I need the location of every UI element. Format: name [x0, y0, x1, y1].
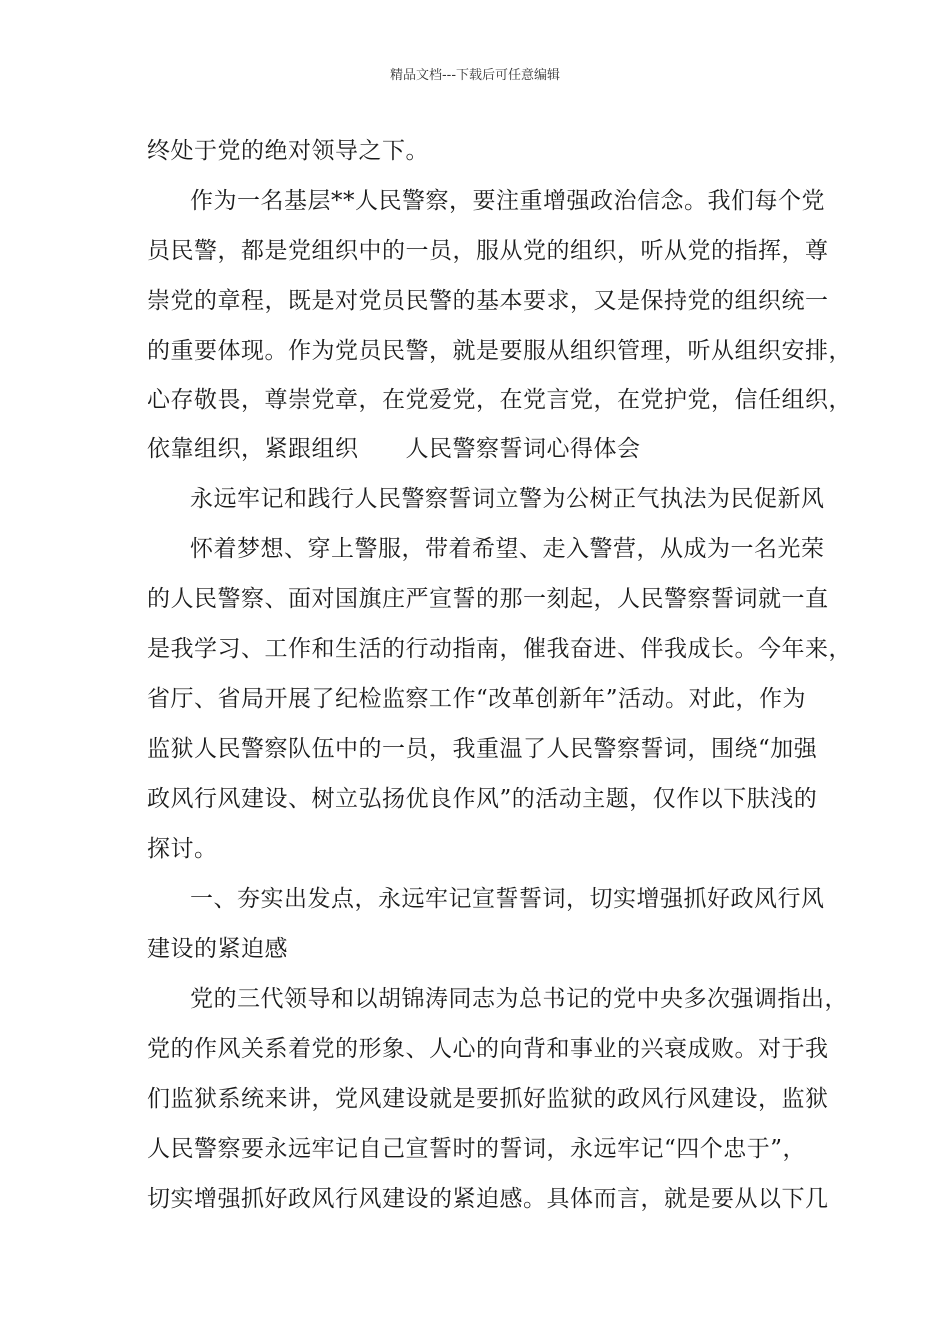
text-line: 建设的紧迫感 [147, 936, 288, 962]
text-line: 党的作风关系着党的形象、人心的向背和事业的兴衰成败。对于我 [147, 1036, 829, 1062]
text-line: 的重要体现。作为党员民警，就是要服从组织管理，听从组织安排， [147, 338, 852, 364]
text-line: 探讨。 [147, 836, 218, 862]
text-line: 员民警，都是党组织中的一员，服从党的组织，听从党的指挥，尊 [147, 238, 829, 264]
text-line: 省厅、省局开展了纪检监察工作“改革创新年”活动。对此，作为 [147, 686, 807, 712]
text-line: 人民警察要永远牢记自己宣誓时的誓词，永远牢记“四个忠于”， [147, 1136, 807, 1162]
text-line: 永远牢记和践行人民警察誓词立警为公树正气执法为民促新风 [190, 486, 825, 512]
text-line: 切实增强抓好政风行风建设的紧迫感。具体而言，就是要从以下几 [147, 1186, 829, 1212]
text-line: 是我学习、工作和生活的行动指南，催我奋进、伴我成长。今年来， [147, 636, 852, 662]
text-line: 依靠组织，紧跟组织 人民警察誓词心得体会 [147, 436, 641, 462]
text-line: 一、夯实出发点，永远牢记宣誓誓词，切实增强抓好政风行风 [190, 886, 825, 912]
text-line: 党的三代领导和以胡锦涛同志为总书记的党中央多次强调指出， [190, 986, 848, 1012]
text-line: 们监狱系统来讲，党风建设就是要抓好监狱的政风行风建设，监狱 [147, 1086, 829, 1112]
text-line: 作为一名基层**人民警察，要注重增强政治信念。我们每个党 [190, 188, 825, 214]
text-line: 的人民警察、面对国旗庄严宣誓的那一刻起，人民警察誓词就一直 [147, 586, 829, 612]
text-line: 政风行风建设、树立弘扬优良作风”的活动主题，仅作以下肤浅的 [147, 786, 818, 812]
text-line: 崇党的章程，既是对党员民警的基本要求，又是保持党的组织统一 [147, 288, 829, 314]
page-header: 精品文档---下载后可任意编辑 [389, 68, 561, 83]
text-line: 监狱人民警察队伍中的一员，我重温了人民警察誓词，围绕“加强 [147, 736, 818, 762]
text-line: 心存敬畏，尊崇党章，在党爱党，在党言党，在党护党，信任组织， [147, 387, 852, 413]
text-line: 终处于党的绝对领导之下。 [147, 138, 429, 164]
text-line: 怀着梦想、穿上警服，带着希望、走入警营，从成为一名光荣 [190, 536, 825, 562]
